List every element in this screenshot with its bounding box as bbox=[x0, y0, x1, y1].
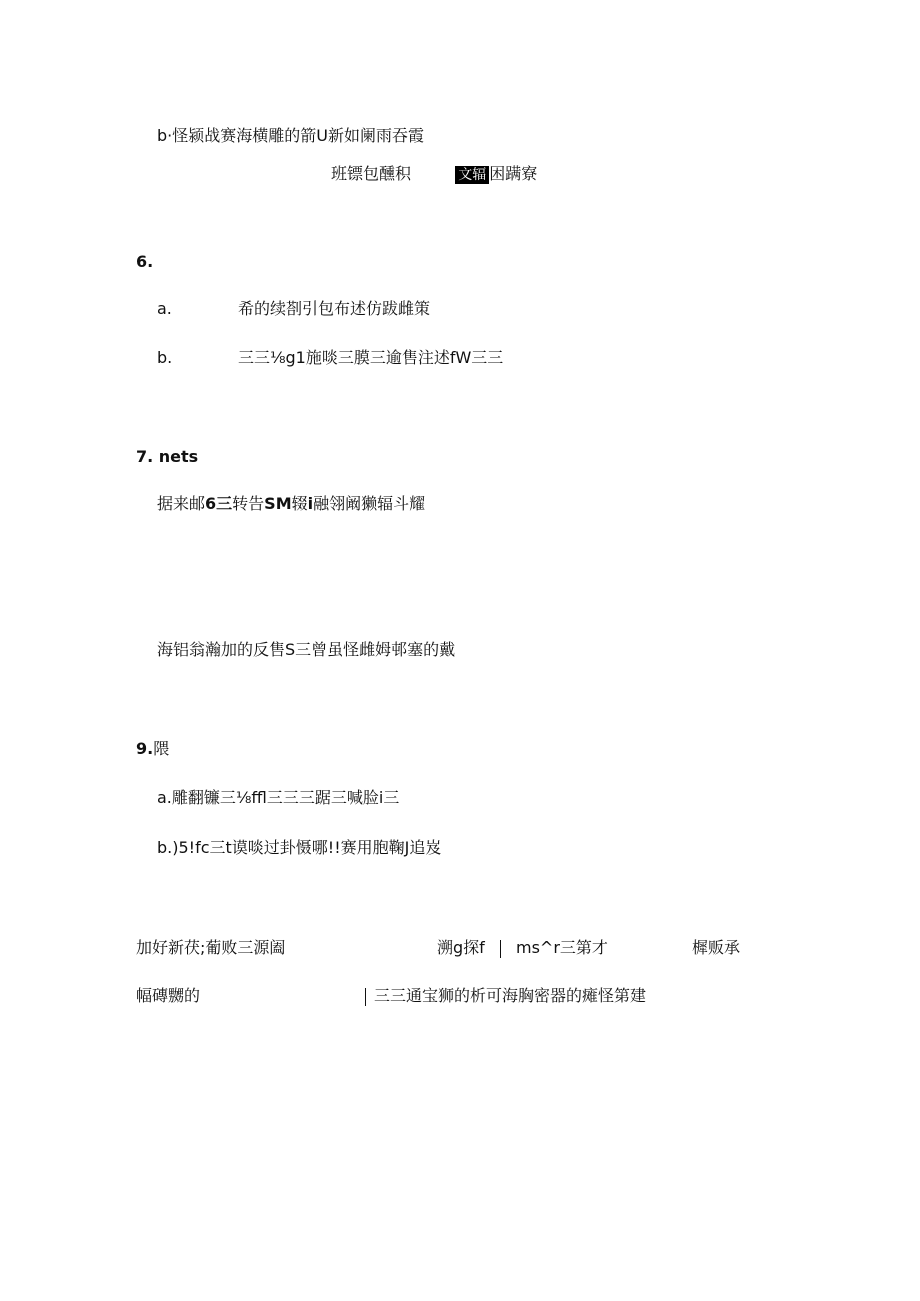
section-9-number: 9. bbox=[136, 739, 154, 758]
section-7-paragraph bbox=[157, 494, 425, 514]
para-bold-2: SM bbox=[264, 494, 292, 513]
para-text-2: 转告 bbox=[232, 494, 265, 513]
section-6-b-marker: b. bbox=[157, 348, 173, 367]
section-6-a-marker: a. bbox=[157, 299, 172, 318]
section-6-a-text: 希的续剳引包布述仿跋雌策 bbox=[238, 299, 431, 318]
para-text-3: 辍 bbox=[291, 494, 308, 513]
section-6-number: 6. bbox=[136, 252, 154, 271]
section-9-heading bbox=[136, 739, 169, 759]
centered-line-right: 困蹒寮 bbox=[489, 164, 538, 183]
footer-row2-right-text: 三三通宝狮的析可海胸密器的瘫怪第建 bbox=[374, 986, 647, 1005]
section-9-a-line: a.雕翻镰三⅛ffl三三三踞三喊脸i三 bbox=[157, 788, 400, 807]
footer-row1-mid bbox=[437, 938, 608, 958]
section-6-b-text: 三三⅛g1施啖三膜三逾售注述fW三三 bbox=[238, 348, 504, 367]
para-bold-3: i bbox=[307, 494, 314, 513]
vertical-bar-divider bbox=[500, 940, 501, 958]
middle-paragraph: 海铝翁瀚加的反售S三曾虽怪雌姆邨塞的戴 bbox=[157, 640, 456, 659]
footer-row2-left: 幅磚嬲的 bbox=[136, 986, 201, 1005]
para-bold-1: 6三 bbox=[205, 494, 233, 513]
section-9-b-line: b.)5!fc三t谟啖过卦慑哪!!赛用胞鞠J追岌 bbox=[157, 838, 442, 857]
footer-row1-right: 樨贩承 bbox=[692, 938, 741, 957]
highlighted-text: 文辐 bbox=[455, 166, 489, 184]
section-9-title: 隈 bbox=[153, 739, 170, 758]
centered-line-left: 班镖包醺积 bbox=[331, 164, 412, 183]
footer-row1-mid-text2: ms^r三第才 bbox=[515, 938, 608, 957]
section-7-heading: 7. nets bbox=[136, 447, 199, 466]
para-text-4: 融翎阚獭辐斗耀 bbox=[313, 494, 426, 513]
centered-line bbox=[331, 164, 537, 184]
footer-row1-mid-text: 溯g探f bbox=[437, 938, 485, 957]
vertical-bar-divider-2 bbox=[365, 988, 366, 1006]
footer-row2-right bbox=[365, 986, 646, 1006]
para-text-1: 据来邮 bbox=[157, 494, 206, 513]
item-b-line: b·怪颍战赛海横雕的箭U新如阑雨吞霞 bbox=[157, 126, 424, 145]
footer-row1-left: 加好新茯;葡败三源阖 bbox=[136, 938, 286, 957]
